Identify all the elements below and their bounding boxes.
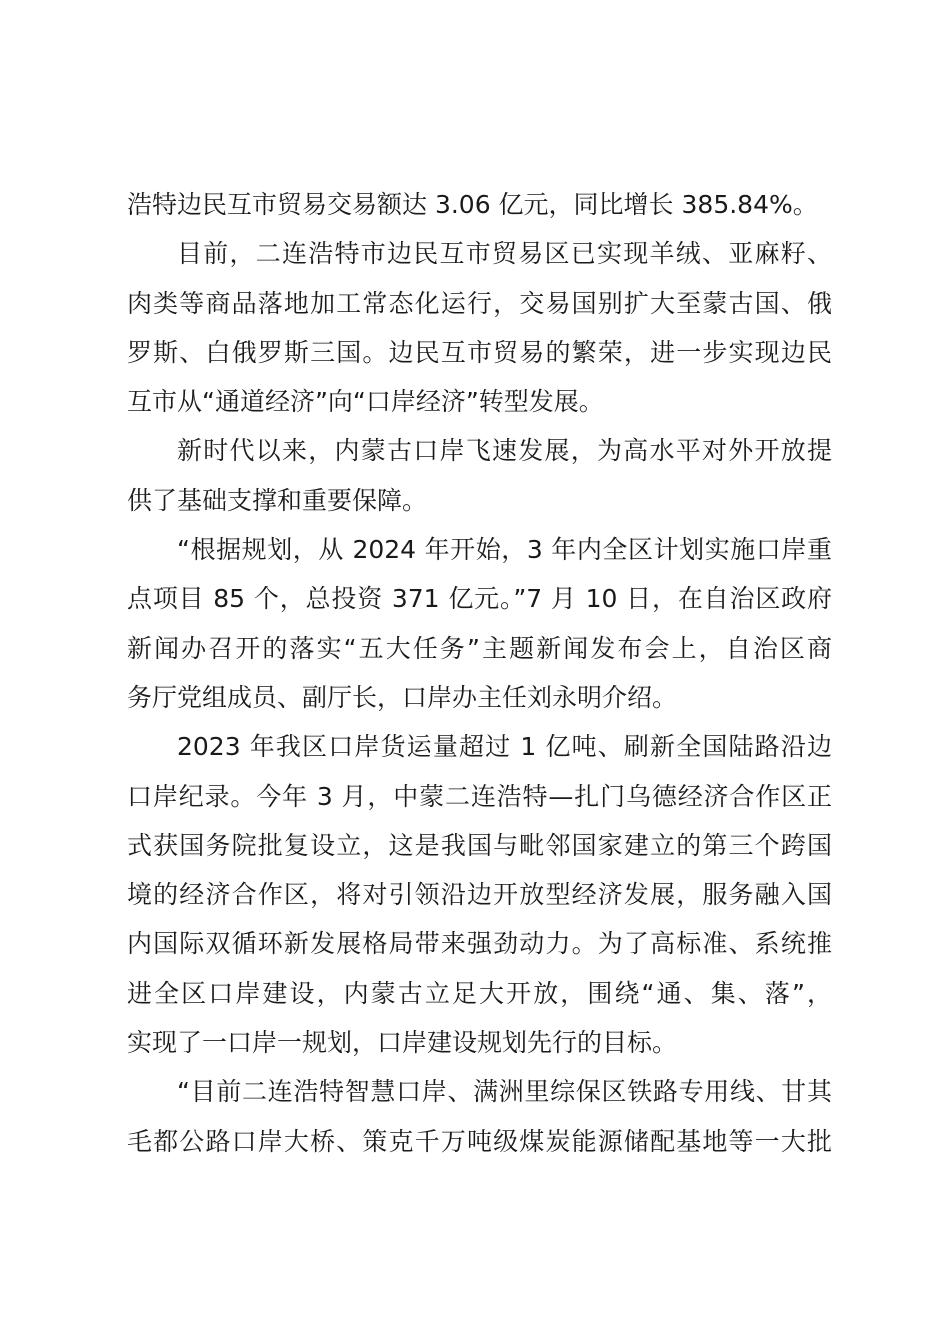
text-line: 点项目 85 个，总投资 371 亿元。”7 月 10 日，在自治区政府 bbox=[127, 584, 832, 614]
text-line: “根据规划，从 2024 年开始，3 年内全区计划实施口岸重 bbox=[177, 535, 832, 565]
text-line: 互市从“通道经济”向“口岸经济”转型发展。 bbox=[127, 387, 604, 417]
text-line: 内国际双循环新发展格局带来强劲动力。为了高标准、系统推 bbox=[127, 929, 832, 959]
text-line: 浩特边民互市贸易交易额达 3.06 亿元，同比增长 385.84%。 bbox=[127, 190, 818, 219]
text-line: 目前，二连浩特市边民互市贸易区已实现羊绒、亚麻籽、 bbox=[177, 239, 832, 269]
body-text bbox=[127, 180, 832, 1166]
text-line: 口岸纪录。今年 3 月，中蒙二连浩特—扎门乌德经济合作区正 bbox=[127, 781, 832, 811]
text-line: 式获国务院批复设立，这是我国与毗邻国家建立的第三个跨国 bbox=[127, 830, 832, 860]
text-line: 新闻办召开的落实“五大任务”主题新闻发布会上，自治区商 bbox=[127, 633, 832, 663]
text-line: 毛都公路口岸大桥、策克千万吨级煤炭能源储配基地等一大批 bbox=[127, 1126, 832, 1156]
text-line: 供了基础支撑和重要保障。 bbox=[127, 485, 428, 515]
text-line: 肉类等商品落地加工常态化运行，交易国别扩大至蒙古国、俄 bbox=[127, 288, 832, 318]
text-line: 务厅党组成员、副厅长，口岸办主任刘永明介绍。 bbox=[127, 682, 678, 712]
text-line: 罗斯、白俄罗斯三国。边民互市贸易的繁荣，进一步实现边民 bbox=[127, 337, 832, 367]
text-line: 境的经济合作区，将对引领沿边开放型经济发展，服务融入国 bbox=[127, 880, 832, 910]
text-line: “目前二连浩特智慧口岸、满洲里综保区铁路专用线、甘其 bbox=[177, 1077, 832, 1107]
text-line: 2023 年我区口岸货运量超过 1 亿吨、刷新全国陆路沿边 bbox=[177, 732, 832, 762]
text-line: 进全区口岸建设，内蒙古立足大开放，围绕“通、集、落”， bbox=[127, 978, 832, 1008]
text-line: 新时代以来，内蒙古口岸飞速发展，为高水平对外开放提 bbox=[177, 436, 832, 466]
text-line: 实现了一口岸一规划，口岸建设规划先行的目标。 bbox=[127, 1028, 678, 1058]
